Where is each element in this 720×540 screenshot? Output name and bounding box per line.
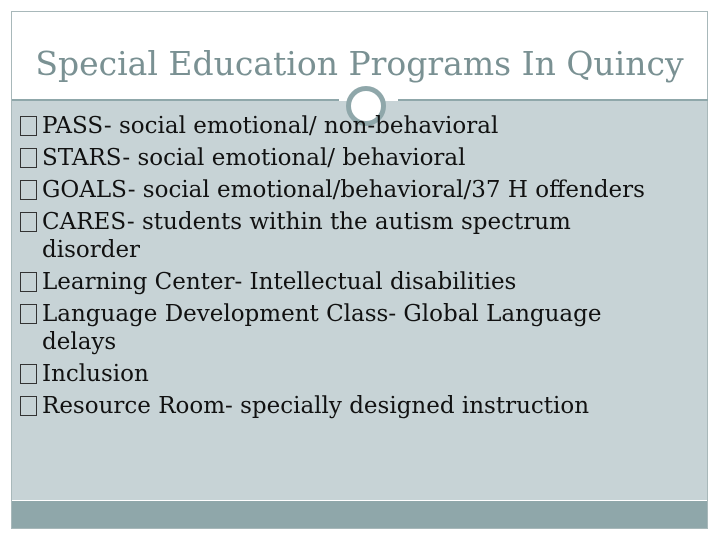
missing-glyph-box-icon bbox=[20, 364, 37, 384]
missing-glyph-box-icon bbox=[20, 116, 37, 136]
bullet-list bbox=[20, 112, 670, 424]
missing-glyph-box-icon bbox=[20, 148, 37, 168]
bullet-item bbox=[20, 176, 670, 204]
bullet-item bbox=[20, 112, 670, 140]
title-divider-right bbox=[398, 99, 708, 101]
slide-title: Special Education Programs In Quincy bbox=[35, 44, 684, 83]
bullet-item bbox=[20, 144, 670, 172]
title-divider-left bbox=[12, 99, 339, 101]
missing-glyph-box-icon bbox=[20, 212, 37, 232]
bullet-text: GOALS- social emotional/behavioral/37 H offenders bbox=[42, 177, 645, 203]
bullet-item bbox=[20, 300, 670, 356]
bullet-item bbox=[20, 392, 670, 420]
missing-glyph-box-icon bbox=[20, 304, 37, 324]
bullet-text: Inclusion bbox=[42, 361, 149, 387]
bullet-text: Resource Room- specially designed instruction bbox=[42, 393, 590, 419]
bottom-accent-bar bbox=[12, 501, 707, 528]
missing-glyph-box-icon bbox=[20, 272, 37, 292]
missing-glyph-box-icon bbox=[20, 396, 37, 416]
bullet-item bbox=[20, 268, 670, 296]
bullet-item bbox=[20, 208, 670, 264]
bullet-text: Learning Center- Intellectual disabilities bbox=[42, 269, 517, 295]
bullet-text: Language Development Class- Global Language delays bbox=[42, 301, 602, 355]
bullet-item bbox=[20, 360, 670, 388]
missing-glyph-box-icon bbox=[20, 180, 37, 200]
bullet-text: CARES- students within the autism spectrum disorder bbox=[42, 209, 571, 263]
bullet-text: PASS- social emotional/ non-behavioral bbox=[42, 113, 499, 139]
bullet-text: STARS- social emotional/ behavioral bbox=[42, 145, 466, 171]
